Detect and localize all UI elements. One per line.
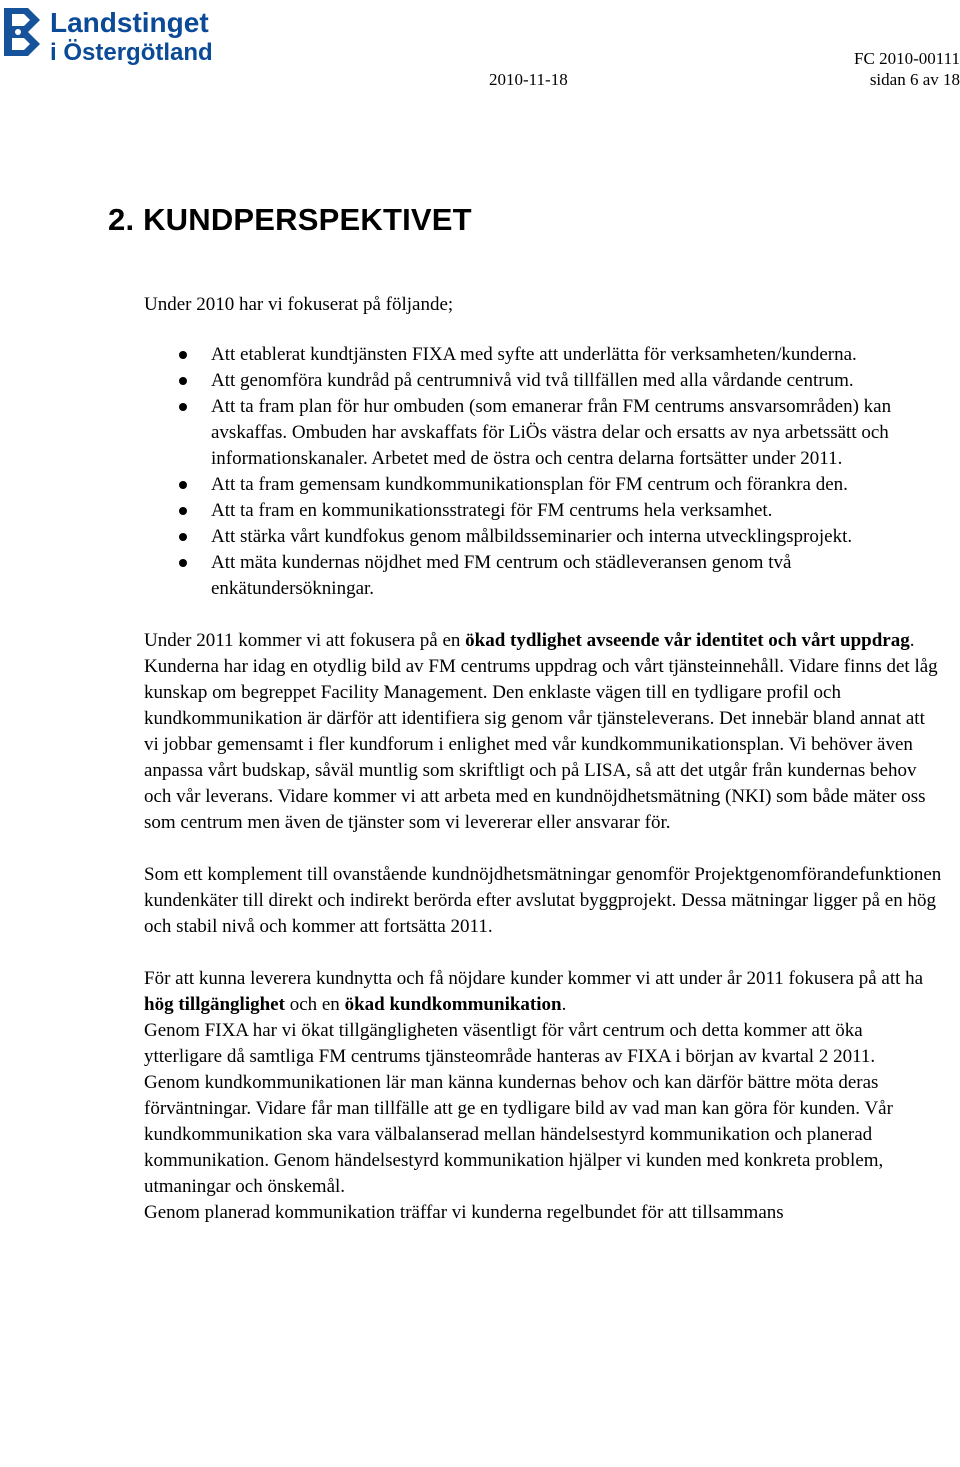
focus-list (144, 342, 944, 602)
landstinget-emblem-icon (0, 0, 250, 70)
bullet-icon (179, 403, 187, 411)
logo-line1: Landstinget (50, 7, 209, 38)
emphasis-identity: ökad tydlighet avseende vår identitet och vårt uppdrag (465, 630, 910, 651)
emphasis-availability: hög tillgänglighet (144, 994, 285, 1015)
document-body (144, 292, 944, 1226)
list-item: Att ta fram en kommunikationsstrategi för FM centrums hela verksamhet. (144, 498, 931, 524)
emphasis-communication: ökad kundkommunikation (344, 994, 562, 1015)
intro-text: Under 2010 har vi fokuserat på följande; (144, 294, 454, 315)
bullet-icon (179, 377, 187, 385)
paragraph-planerad: Genom planerad kommunikation träffar vi kunderna regelbundet för att tillsammans (144, 1202, 784, 1223)
bullet-icon (179, 559, 187, 567)
section-title: 2. KUNDPERSPEKTIVET (108, 202, 472, 237)
list-item: Att etablerat kundtjänsten FIXA med syfte att underlätta för verksamheten/kunderna. (144, 342, 931, 368)
bullet-icon (179, 533, 187, 541)
list-item: Att stärka vårt kundfokus genom målbildsseminarier och interna utvecklingsprojekt. (144, 524, 931, 550)
list-item: Att mäta kundernas nöjdhet med FM centrum och städleveransen genom två enkätundersökningar. (144, 550, 931, 602)
paragraph-kundkommunikation: Genom kundkommunikationen lär man känna kundernas behov och kan därför bättre möta deras förväntningar. Vidare får man tillfälle att ge en tydligare bild av vad man kan göra för kunden. Vår kundkommunikation ska vara välbalanserad mellan händelsestyrd kommunikation och planerad kommunikation. Genom händelsestyrd kommunikation hjälper vi kunden med konkreta problem, utmaningar och önskemål. (144, 1072, 893, 1197)
list-item: Att ta fram gemensam kundkommunikationsplan för FM centrum och förankra den. (144, 472, 931, 498)
list-item: Att genomföra kundråd på centrumnivå vid två tillfällen med alla vårdande centrum. (144, 368, 931, 394)
logo-line2: i Östergötland (50, 39, 213, 66)
paragraph-project-survey: Som ett komplement till ovanstående kundnöjdhetsmätningar genomför Projektgenomförandefunktionen kundenkäter till direkt och indirekt berörda efter avslutat byggprojekt. Dessa mätningar ligger på en hög och stabil nivå och kommer att fortsätta 2011. (144, 864, 942, 937)
bullet-icon (179, 351, 187, 359)
document-id: FC 2010-00111 (854, 49, 960, 68)
list-item: Att ta fram plan för hur ombuden (som emanerar från FM centrums ansvarsområden) kan avskaffas. Ombuden har avskaffats för LiÖs västra delar och ersatts av nya arbetssätt och informationskanaler. Arbetet med de östra och centra delarna fortsätter under 2011. (144, 394, 931, 472)
bullet-icon (179, 507, 187, 515)
paragraph-customer-value: För att kunna leverera kundnytta och få nöjdare kunder kommer vi att under år 2011 fokusera på att ha hög tillgänglighet och en ökad kundkommunikation. (144, 968, 924, 1015)
document-date: 2010-11-18 (489, 70, 568, 89)
landstinget-logo (0, 0, 250, 70)
page-number: sidan 6 av 18 (869, 70, 960, 89)
paragraph-2011-focus: Under 2011 kommer vi att fokusera på en ökad tydlighet avseende vår identitet och vårt uppdrag. Kunderna har idag en otydlig bild av FM centrums uppdrag och vårt tjänsteinnehåll. Vidare finns det låg kunskap om begreppet Facility Management. Den enklaste vägen till en tydligare profil och kundkommunikation är därför att identifiera sig genom vår tjänsteleverans. Det innebär bland annat att vi jobbar gemensamt i fler kundforum i enlighet med vår kundkommunikationsplan. Vi behöver även anpassa vårt budskap, såväl muntlig som skriftligt och på LISA, så att det utgår från kundernas behov och vår leverans. Vidare kommer vi att arbeta med en kundnöjdhetsmätning (NKI) som både mäter oss som centrum men även de tjänster som vi levererar eller ansvarar för. (144, 630, 938, 833)
bullet-icon (179, 481, 187, 489)
paragraph-fixa: Genom FIXA har vi ökat tillgängligheten väsentligt för vårt centrum och detta kommer att öka ytterligare då samtliga FM centrums tjänsteområde hanteras av FIXA i början av kvartal 2 2011. (144, 1020, 876, 1067)
